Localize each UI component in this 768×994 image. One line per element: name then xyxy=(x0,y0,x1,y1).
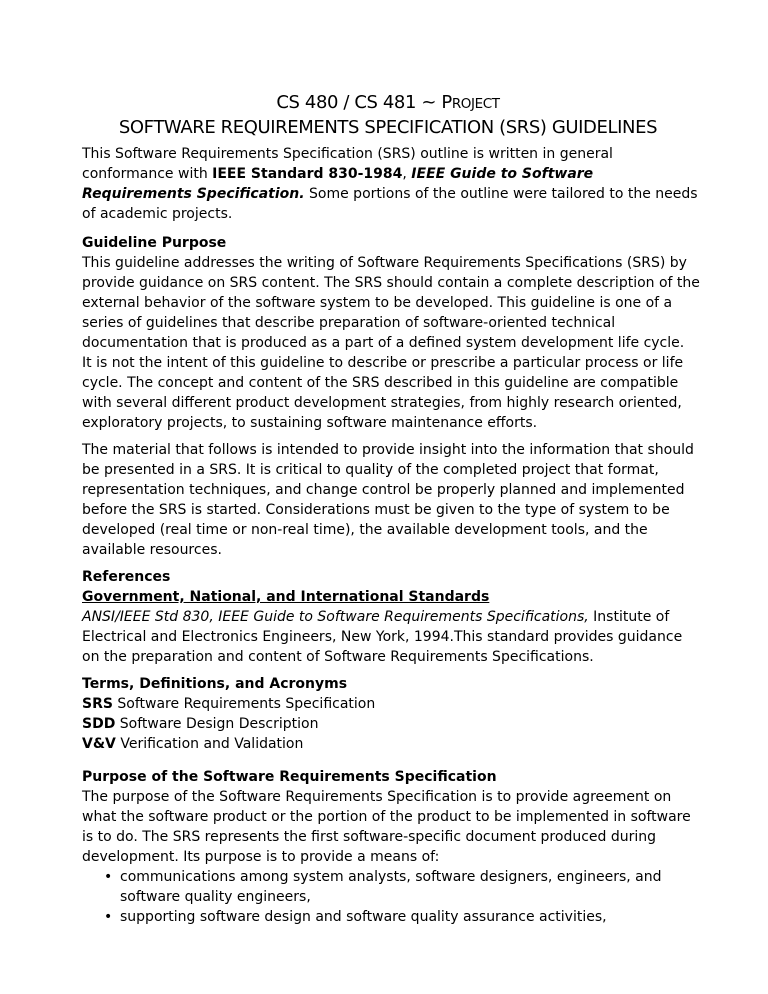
intro-text: , xyxy=(402,166,412,182)
paragraph-line: with several different product development strategies, from highly research oriented, xyxy=(82,395,682,411)
srs-purpose-paragraph xyxy=(82,787,694,867)
terms-heading: Terms, Definitions, and Acronyms xyxy=(82,676,348,692)
term-desc: Software Requirements Specification xyxy=(112,696,376,712)
term-abbr: SDD xyxy=(82,716,116,732)
paragraph-line: series of guidelines that describe preparation of software-oriented technical xyxy=(82,315,616,331)
bullet-text: supporting software design and software quality assurance activities, xyxy=(120,909,607,925)
intro-line: of academic projects. xyxy=(82,206,233,222)
guide-title: IEEE Guide to Software xyxy=(411,166,594,182)
paragraph-line: what the software product or the portion of the product to be implemented in software xyxy=(82,809,691,825)
paragraph-line: before the SRS is started. Considerations must be given to the type of system to be xyxy=(82,502,670,518)
guideline-purpose-paragraph xyxy=(82,253,700,433)
paragraph-line: cycle. The concept and content of the SRS described in this guideline are compatible xyxy=(82,375,679,391)
standard-name: IEEE Standard 830-1984 xyxy=(212,166,403,182)
paragraph-line: development. Its purpose is to provide a means of: xyxy=(82,849,440,865)
term-abbr: SRS xyxy=(82,696,113,712)
material-paragraph xyxy=(82,440,694,560)
title-main-text: CS 480 / CS 481 ~ P xyxy=(276,92,452,113)
term-desc: Software Design Description xyxy=(115,716,319,732)
term-desc: Verification and Validation xyxy=(115,736,304,752)
reference-title: ANSI/IEEE Std 830, IEEE Guide to Software Requirements Specifications, xyxy=(82,609,589,625)
bullet-icon: • xyxy=(104,869,113,885)
term-abbr: V&V xyxy=(82,736,116,752)
intro-paragraph xyxy=(82,144,698,224)
guideline-purpose-heading: Guideline Purpose xyxy=(82,235,227,251)
srs-purpose-heading: Purpose of the Software Requirements Specification xyxy=(82,769,497,785)
paragraph-line: exploratory projects, to sustaining software maintenance efforts. xyxy=(82,415,538,431)
bullet-text: communications among system analysts, software designers, engineers, and xyxy=(120,869,662,885)
paragraph-line: It is not the intent of this guideline to describe or prescribe a particular process or life xyxy=(82,355,684,371)
paragraph-line: is to do. The SRS represents the first software-specific document produced during xyxy=(82,829,657,845)
references-heading: References xyxy=(82,569,171,585)
paragraph-line: external behavior of the software system to be developed. This guideline is one of a xyxy=(82,295,673,311)
reference-text: Institute of xyxy=(588,609,670,625)
paragraph-line: documentation that is produced as a part of a defined system development life cycle. xyxy=(82,335,685,351)
bullet-text: software quality engineers, xyxy=(120,889,311,905)
term-item xyxy=(82,714,694,734)
bullet-icon: • xyxy=(104,909,113,925)
intro-text: Some portions of the outline were tailored to the needs xyxy=(304,186,698,202)
title-smallcaps-text: ROJECT xyxy=(451,96,500,112)
references-paragraph xyxy=(82,607,694,667)
standards-subheading: Government, National, and International Standards xyxy=(82,589,490,605)
intro-line: This Software Requirements Specification (SRS) outline is written in general xyxy=(82,146,613,162)
paragraph-line: be presented in a SRS. It is critical to quality of the completed project that format, xyxy=(82,462,659,478)
paragraph-line: provide guidance on SRS content. The SRS should contain a complete description of the xyxy=(82,275,700,291)
paragraph-line: This guideline addresses the writing of Software Requirements Specifications (SRS) by xyxy=(82,255,687,271)
intro-line xyxy=(82,164,694,184)
guide-title: Requirements Specification. xyxy=(82,186,305,202)
paragraph-line: The material that follows is intended to provide insight into the information that should xyxy=(82,442,694,458)
term-item xyxy=(82,734,694,754)
term-item xyxy=(82,694,694,714)
paragraph-line: on the preparation and content of Software Requirements Specifications. xyxy=(82,649,594,665)
paragraph-line: developed (real time or non-real time), the available development tools, and the xyxy=(82,522,648,538)
paragraph-line: representation techniques, and change control be properly planned and implemented xyxy=(82,482,685,498)
paragraph-line: The purpose of the Software Requirements Specification is to provide agreement on xyxy=(82,789,672,805)
intro-text: conformance with xyxy=(82,166,213,182)
document-title-line2: SOFTWARE REQUIREMENTS SPECIFICATION (SRS) GUIDELINES xyxy=(118,117,658,138)
intro-line xyxy=(82,184,698,204)
paragraph-line xyxy=(82,607,694,627)
paragraph-line: available resources. xyxy=(82,542,222,558)
document-title-line1 xyxy=(82,92,694,113)
paragraph-line: Electrical and Electronics Engineers, New York, 1994.This standard provides guidance xyxy=(82,629,683,645)
terms-list xyxy=(82,694,694,754)
